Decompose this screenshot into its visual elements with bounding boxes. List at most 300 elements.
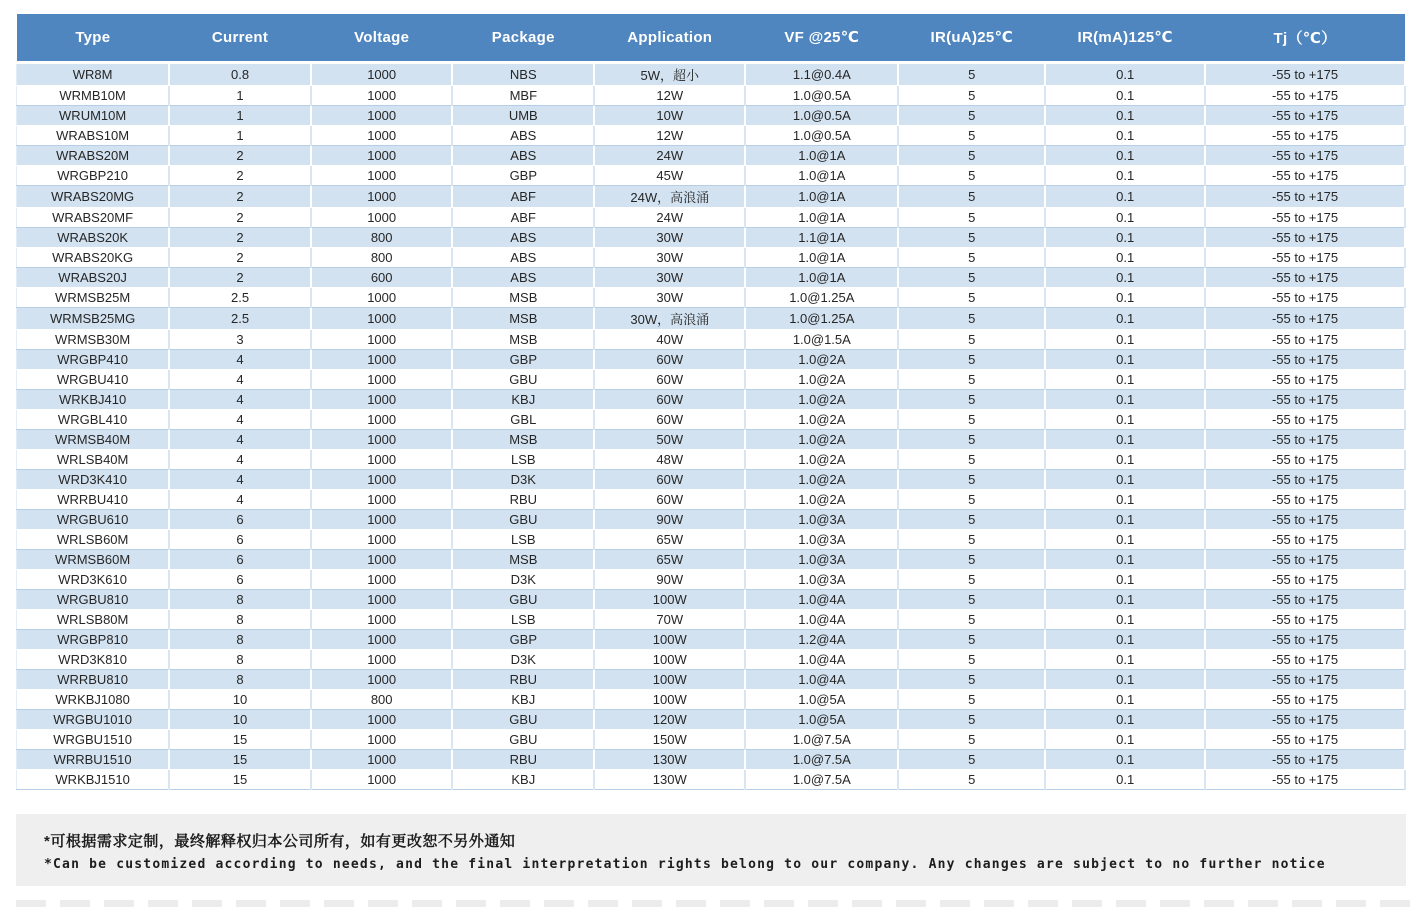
table-cell: 0.1 xyxy=(1045,287,1205,307)
table-cell: WRABS10M xyxy=(17,125,170,145)
table-cell: 1000 xyxy=(311,307,453,329)
table-cell: 50W xyxy=(594,429,745,449)
table-row xyxy=(17,145,1406,165)
table-row xyxy=(17,589,1406,609)
table-cell: 1 xyxy=(169,105,311,125)
table-cell: WRABS20MF xyxy=(17,207,170,227)
rectifier-spec-table xyxy=(16,14,1406,790)
table-cell: 8 xyxy=(169,589,311,609)
column-header-voltage: Voltage xyxy=(311,14,453,62)
table-row xyxy=(17,729,1406,749)
table-cell: ABS xyxy=(452,145,594,165)
table-cell: 5 xyxy=(898,709,1045,729)
table-cell: 10W xyxy=(594,105,745,125)
table-cell: 1000 xyxy=(311,529,453,549)
table-cell: 0.1 xyxy=(1045,329,1205,349)
table-row xyxy=(17,509,1406,529)
table-cell: -55 to +175 xyxy=(1205,589,1405,609)
column-header-current: Current xyxy=(169,14,311,62)
table-cell: 10 xyxy=(169,709,311,729)
column-header-ir-ua-25: IR(uA)25℃ xyxy=(898,14,1045,62)
table-cell: 5 xyxy=(898,185,1045,207)
table-cell: 1.0@1A xyxy=(745,145,898,165)
table-cell: 1.0@4A xyxy=(745,669,898,689)
table-cell: 1.0@3A xyxy=(745,509,898,529)
table-cell: -55 to +175 xyxy=(1205,689,1405,709)
table-cell: 6 xyxy=(169,549,311,569)
table-cell: 1000 xyxy=(311,85,453,105)
table-cell: 100W xyxy=(594,589,745,609)
table-cell: RBU xyxy=(452,489,594,509)
table-cell: 1.0@3A xyxy=(745,529,898,549)
table-cell: -55 to +175 xyxy=(1205,105,1405,125)
table-cell: 0.1 xyxy=(1045,549,1205,569)
table-cell: 0.1 xyxy=(1045,769,1205,789)
table-cell: MSB xyxy=(452,549,594,569)
table-cell: 8 xyxy=(169,629,311,649)
table-cell: -55 to +175 xyxy=(1205,349,1405,369)
table-cell: 4 xyxy=(169,389,311,409)
table-cell: -55 to +175 xyxy=(1205,569,1405,589)
table-cell: -55 to +175 xyxy=(1205,185,1405,207)
table-cell: 1000 xyxy=(311,62,453,85)
table-row xyxy=(17,287,1406,307)
table-row xyxy=(17,389,1406,409)
table-cell: 1.0@2A xyxy=(745,349,898,369)
table-cell: 4 xyxy=(169,349,311,369)
table-cell: 0.1 xyxy=(1045,125,1205,145)
table-row xyxy=(17,609,1406,629)
table-cell: 1.0@2A xyxy=(745,369,898,389)
table-cell: 1 xyxy=(169,125,311,145)
table-body xyxy=(17,62,1406,789)
table-cell: WRABS20M xyxy=(17,145,170,165)
table-cell: 5 xyxy=(898,569,1045,589)
table-cell: WRMSB25MG xyxy=(17,307,170,329)
table-cell: ABF xyxy=(452,185,594,207)
table-cell: GBU xyxy=(452,729,594,749)
table-row xyxy=(17,125,1406,145)
table-cell: 1000 xyxy=(311,669,453,689)
table-cell: -55 to +175 xyxy=(1205,165,1405,185)
table-cell: MSB xyxy=(452,329,594,349)
table-cell: 1000 xyxy=(311,569,453,589)
table-row xyxy=(17,105,1406,125)
table-cell: LSB xyxy=(452,529,594,549)
table-cell: 65W xyxy=(594,529,745,549)
table-cell: 0.1 xyxy=(1045,729,1205,749)
table-cell: -55 to +175 xyxy=(1205,227,1405,247)
table-cell: WRKBJ1080 xyxy=(17,689,170,709)
table-cell: 2 xyxy=(169,145,311,165)
table-cell: 1.0@7.5A xyxy=(745,749,898,769)
table-row xyxy=(17,329,1406,349)
table-row xyxy=(17,569,1406,589)
table-cell: 5 xyxy=(898,389,1045,409)
table-cell: 1000 xyxy=(311,549,453,569)
table-cell: 5 xyxy=(898,549,1045,569)
table-cell: 4 xyxy=(169,429,311,449)
table-cell: WRGBU1010 xyxy=(17,709,170,729)
table-cell: 5 xyxy=(898,409,1045,429)
table-cell: MSB xyxy=(452,287,594,307)
table-cell: 5 xyxy=(898,62,1045,85)
table-cell: 1000 xyxy=(311,729,453,749)
table-cell: MBF xyxy=(452,85,594,105)
column-header-ir-ma-125: IR(mA)125℃ xyxy=(1045,14,1205,62)
table-cell: 60W xyxy=(594,369,745,389)
table-row xyxy=(17,549,1406,569)
table-cell: -55 to +175 xyxy=(1205,62,1405,85)
table-cell: 15 xyxy=(169,729,311,749)
table-cell: 0.1 xyxy=(1045,709,1205,729)
table-cell: 1000 xyxy=(311,589,453,609)
table-cell: ABS xyxy=(452,247,594,267)
table-cell: 1000 xyxy=(311,509,453,529)
table-cell: 1000 xyxy=(311,207,453,227)
table-row xyxy=(17,649,1406,669)
table-cell: -55 to +175 xyxy=(1205,669,1405,689)
table-cell: -55 to +175 xyxy=(1205,549,1405,569)
table-cell: 1.0@4A xyxy=(745,649,898,669)
table-cell: 0.1 xyxy=(1045,369,1205,389)
table-cell: 1000 xyxy=(311,449,453,469)
table-cell: 1.0@3A xyxy=(745,549,898,569)
table-cell: 1.0@0.5A xyxy=(745,85,898,105)
table-cell: -55 to +175 xyxy=(1205,85,1405,105)
table-cell: 2.5 xyxy=(169,287,311,307)
table-cell: GBL xyxy=(452,409,594,429)
table-cell: -55 to +175 xyxy=(1205,469,1405,489)
table-cell: -55 to +175 xyxy=(1205,509,1405,529)
table-cell: 5 xyxy=(898,429,1045,449)
table-cell: -55 to +175 xyxy=(1205,369,1405,389)
table-row xyxy=(17,62,1406,85)
table-cell: -55 to +175 xyxy=(1205,125,1405,145)
table-cell: 1000 xyxy=(311,349,453,369)
table-cell: MSB xyxy=(452,307,594,329)
table-cell: 90W xyxy=(594,509,745,529)
table-cell: 24W，高浪涌 xyxy=(594,185,745,207)
table-cell: 60W xyxy=(594,409,745,429)
table-cell: -55 to +175 xyxy=(1205,609,1405,629)
table-cell: WRUM10M xyxy=(17,105,170,125)
table-cell: -55 to +175 xyxy=(1205,749,1405,769)
table-cell: MSB xyxy=(452,429,594,449)
table-cell: 1.0@5A xyxy=(745,709,898,729)
table-cell: GBU xyxy=(452,589,594,609)
table-cell: 0.1 xyxy=(1045,185,1205,207)
table-cell: 100W xyxy=(594,669,745,689)
table-cell: 5 xyxy=(898,247,1045,267)
table-cell: 0.1 xyxy=(1045,689,1205,709)
column-header-vf-25: VF @25℃ xyxy=(745,14,898,62)
table-cell: 1.0@2A xyxy=(745,389,898,409)
table-cell: 1000 xyxy=(311,649,453,669)
table-row xyxy=(17,349,1406,369)
table-cell: 5 xyxy=(898,449,1045,469)
table-cell: 1.2@4A xyxy=(745,629,898,649)
table-row xyxy=(17,669,1406,689)
table-cell: 1000 xyxy=(311,165,453,185)
table-cell: 0.1 xyxy=(1045,509,1205,529)
table-cell: 5 xyxy=(898,165,1045,185)
table-cell: 5 xyxy=(898,267,1045,287)
table-cell: WRGBU1510 xyxy=(17,729,170,749)
table-cell: 1000 xyxy=(311,185,453,207)
footnote-box xyxy=(16,814,1406,886)
table-cell: 1.1@1A xyxy=(745,227,898,247)
table-cell: 24W xyxy=(594,207,745,227)
table-cell: 30W，高浪涌 xyxy=(594,307,745,329)
table-cell: 5 xyxy=(898,629,1045,649)
table-cell: WRLSB40M xyxy=(17,449,170,469)
table-cell: 5 xyxy=(898,729,1045,749)
table-cell: 0.1 xyxy=(1045,529,1205,549)
table-cell: LSB xyxy=(452,449,594,469)
table-cell: 800 xyxy=(311,247,453,267)
table-cell: 1.0@1.25A xyxy=(745,307,898,329)
table-cell: -55 to +175 xyxy=(1205,247,1405,267)
table-cell: 0.1 xyxy=(1045,165,1205,185)
table-cell: 2.5 xyxy=(169,307,311,329)
table-cell: 40W xyxy=(594,329,745,349)
table-cell: -55 to +175 xyxy=(1205,267,1405,287)
table-cell: RBU xyxy=(452,749,594,769)
table-cell: GBU xyxy=(452,509,594,529)
table-cell: 30W xyxy=(594,227,745,247)
table-cell: WRGBU610 xyxy=(17,509,170,529)
table-cell: 0.1 xyxy=(1045,589,1205,609)
table-cell: 5 xyxy=(898,349,1045,369)
table-cell: 5 xyxy=(898,609,1045,629)
table-cell: 0.1 xyxy=(1045,669,1205,689)
table-cell: 1000 xyxy=(311,489,453,509)
table-cell: 130W xyxy=(594,749,745,769)
table-cell: -55 to +175 xyxy=(1205,145,1405,165)
table-cell: 0.1 xyxy=(1045,267,1205,287)
table-cell: 1000 xyxy=(311,287,453,307)
table-cell: WRKBJ1510 xyxy=(17,769,170,789)
table-cell: 1.0@3A xyxy=(745,569,898,589)
table-cell: 1000 xyxy=(311,125,453,145)
table-cell: 1.0@1.25A xyxy=(745,287,898,307)
table-cell: 1.1@0.4A xyxy=(745,62,898,85)
table-cell: 5 xyxy=(898,227,1045,247)
table-cell: -55 to +175 xyxy=(1205,449,1405,469)
table-cell: 0.1 xyxy=(1045,247,1205,267)
table-cell: 150W xyxy=(594,729,745,749)
table-cell: 1000 xyxy=(311,369,453,389)
table-row xyxy=(17,85,1406,105)
table-cell: KBJ xyxy=(452,689,594,709)
table-row xyxy=(17,185,1406,207)
table-cell: ABS xyxy=(452,227,594,247)
table-cell: 24W xyxy=(594,145,745,165)
table-cell: WRMSB40M xyxy=(17,429,170,449)
table-cell: 1.0@1A xyxy=(745,165,898,185)
table-cell: 2 xyxy=(169,165,311,185)
table-cell: 5 xyxy=(898,509,1045,529)
table-cell: WRD3K410 xyxy=(17,469,170,489)
table-cell: 1000 xyxy=(311,749,453,769)
table-cell: 1.0@0.5A xyxy=(745,125,898,145)
table-cell: WRABS20MG xyxy=(17,185,170,207)
table-cell: GBP xyxy=(452,629,594,649)
table-cell: 1000 xyxy=(311,389,453,409)
table-cell: WRMSB60M xyxy=(17,549,170,569)
table-cell: 1000 xyxy=(311,105,453,125)
table-cell: WRMSB30M xyxy=(17,329,170,349)
table-cell: ABS xyxy=(452,125,594,145)
table-cell: 100W xyxy=(594,689,745,709)
table-cell: WRGBU410 xyxy=(17,369,170,389)
table-cell: -55 to +175 xyxy=(1205,629,1405,649)
table-cell: 60W xyxy=(594,389,745,409)
table-cell: 0.1 xyxy=(1045,469,1205,489)
table-cell: 5 xyxy=(898,469,1045,489)
table-cell: 1.0@1A xyxy=(745,267,898,287)
table-row xyxy=(17,489,1406,509)
table-cell: 1000 xyxy=(311,709,453,729)
table-row xyxy=(17,307,1406,329)
table-row xyxy=(17,469,1406,489)
table-cell: 5 xyxy=(898,749,1045,769)
table-cell: -55 to +175 xyxy=(1205,769,1405,789)
table-cell: 15 xyxy=(169,769,311,789)
table-cell: 0.1 xyxy=(1045,569,1205,589)
table-cell: 6 xyxy=(169,569,311,589)
table-cell: 15 xyxy=(169,749,311,769)
table-cell: -55 to +175 xyxy=(1205,489,1405,509)
table-cell: -55 to +175 xyxy=(1205,709,1405,729)
table-row xyxy=(17,409,1406,429)
table-cell: 3 xyxy=(169,329,311,349)
table-cell: WRKBJ410 xyxy=(17,389,170,409)
table-cell: 5 xyxy=(898,489,1045,509)
table-cell: 120W xyxy=(594,709,745,729)
table-row xyxy=(17,165,1406,185)
table-cell: -55 to +175 xyxy=(1205,389,1405,409)
table-cell: -55 to +175 xyxy=(1205,729,1405,749)
table-cell: 5 xyxy=(898,669,1045,689)
table-cell: 0.1 xyxy=(1045,489,1205,509)
table-cell: 800 xyxy=(311,689,453,709)
table-cell: 1000 xyxy=(311,329,453,349)
table-cell: 100W xyxy=(594,629,745,649)
footnote-chinese: *可根据需求定制，最终解释权归本公司所有，如有更改恕不另外通知 xyxy=(44,832,516,850)
table-row xyxy=(17,749,1406,769)
table-cell: -55 to +175 xyxy=(1205,409,1405,429)
column-header-type: Type xyxy=(17,14,170,62)
table-cell: 0.1 xyxy=(1045,227,1205,247)
table-cell: 5 xyxy=(898,769,1045,789)
table-cell: 0.1 xyxy=(1045,207,1205,227)
table-cell: -55 to +175 xyxy=(1205,329,1405,349)
table-cell: D3K xyxy=(452,469,594,489)
table-cell: WRMB10M xyxy=(17,85,170,105)
table-cell: 0.1 xyxy=(1045,105,1205,125)
table-cell: 1.0@1A xyxy=(745,185,898,207)
table-cell: WRGBP810 xyxy=(17,629,170,649)
table-cell: 1000 xyxy=(311,409,453,429)
table-cell: D3K xyxy=(452,649,594,669)
table-cell: 1.0@2A xyxy=(745,409,898,429)
table-cell: 8 xyxy=(169,609,311,629)
table-cell: 5 xyxy=(898,125,1045,145)
table-cell: 2 xyxy=(169,267,311,287)
table-cell: WRD3K610 xyxy=(17,569,170,589)
bottom-dashed-divider xyxy=(16,900,1420,907)
table-cell: 60W xyxy=(594,469,745,489)
table-cell: 30W xyxy=(594,287,745,307)
table-cell: 1000 xyxy=(311,145,453,165)
table-cell: 0.1 xyxy=(1045,409,1205,429)
table-cell: GBU xyxy=(452,709,594,729)
table-cell: 48W xyxy=(594,449,745,469)
table-cell: -55 to +175 xyxy=(1205,307,1405,329)
table-cell: 12W xyxy=(594,85,745,105)
table-cell: LSB xyxy=(452,609,594,629)
table-row xyxy=(17,769,1406,789)
table-cell: 2 xyxy=(169,185,311,207)
table-row xyxy=(17,207,1406,227)
table-cell: -55 to +175 xyxy=(1205,649,1405,669)
header-row xyxy=(17,14,1406,62)
table-cell: 0.1 xyxy=(1045,449,1205,469)
table-cell: 4 xyxy=(169,449,311,469)
table-cell: 4 xyxy=(169,469,311,489)
table-cell: 1.0@2A xyxy=(745,449,898,469)
table-cell: 130W xyxy=(594,769,745,789)
table-cell: 0.1 xyxy=(1045,749,1205,769)
table-cell: ABF xyxy=(452,207,594,227)
table-cell: 5W，超小 xyxy=(594,62,745,85)
column-header-application: Application xyxy=(594,14,745,62)
table-cell: 0.1 xyxy=(1045,85,1205,105)
table-cell: 1.0@2A xyxy=(745,429,898,449)
table-cell: WRLSB80M xyxy=(17,609,170,629)
table-cell: WRABS20KG xyxy=(17,247,170,267)
table-cell: 30W xyxy=(594,247,745,267)
table-cell: 1.0@1A xyxy=(745,207,898,227)
table-row xyxy=(17,369,1406,389)
table-row xyxy=(17,267,1406,287)
table-cell: 5 xyxy=(898,105,1045,125)
table-cell: 1.0@7.5A xyxy=(745,729,898,749)
footnote-english: *Can be customized according to needs, and the final interpretation rights belong to our company. Any changes are subject to no further notice xyxy=(44,856,1326,872)
table-cell: WRRBU1510 xyxy=(17,749,170,769)
table-cell: 5 xyxy=(898,287,1045,307)
table-cell: WRRBU810 xyxy=(17,669,170,689)
table-cell: 5 xyxy=(898,529,1045,549)
table-cell: -55 to +175 xyxy=(1205,287,1405,307)
table-cell: 90W xyxy=(594,569,745,589)
table-cell: 1.0@1A xyxy=(745,247,898,267)
table-cell: 4 xyxy=(169,409,311,429)
table-cell: 1000 xyxy=(311,769,453,789)
table-cell: 0.1 xyxy=(1045,649,1205,669)
table-cell: WR8M xyxy=(17,62,170,85)
table-cell: 5 xyxy=(898,589,1045,609)
table-cell: ABS xyxy=(452,267,594,287)
table-row xyxy=(17,247,1406,267)
table-cell: RBU xyxy=(452,669,594,689)
table-cell: 45W xyxy=(594,165,745,185)
table-cell: 65W xyxy=(594,549,745,569)
table-row xyxy=(17,227,1406,247)
table-cell: 800 xyxy=(311,227,453,247)
